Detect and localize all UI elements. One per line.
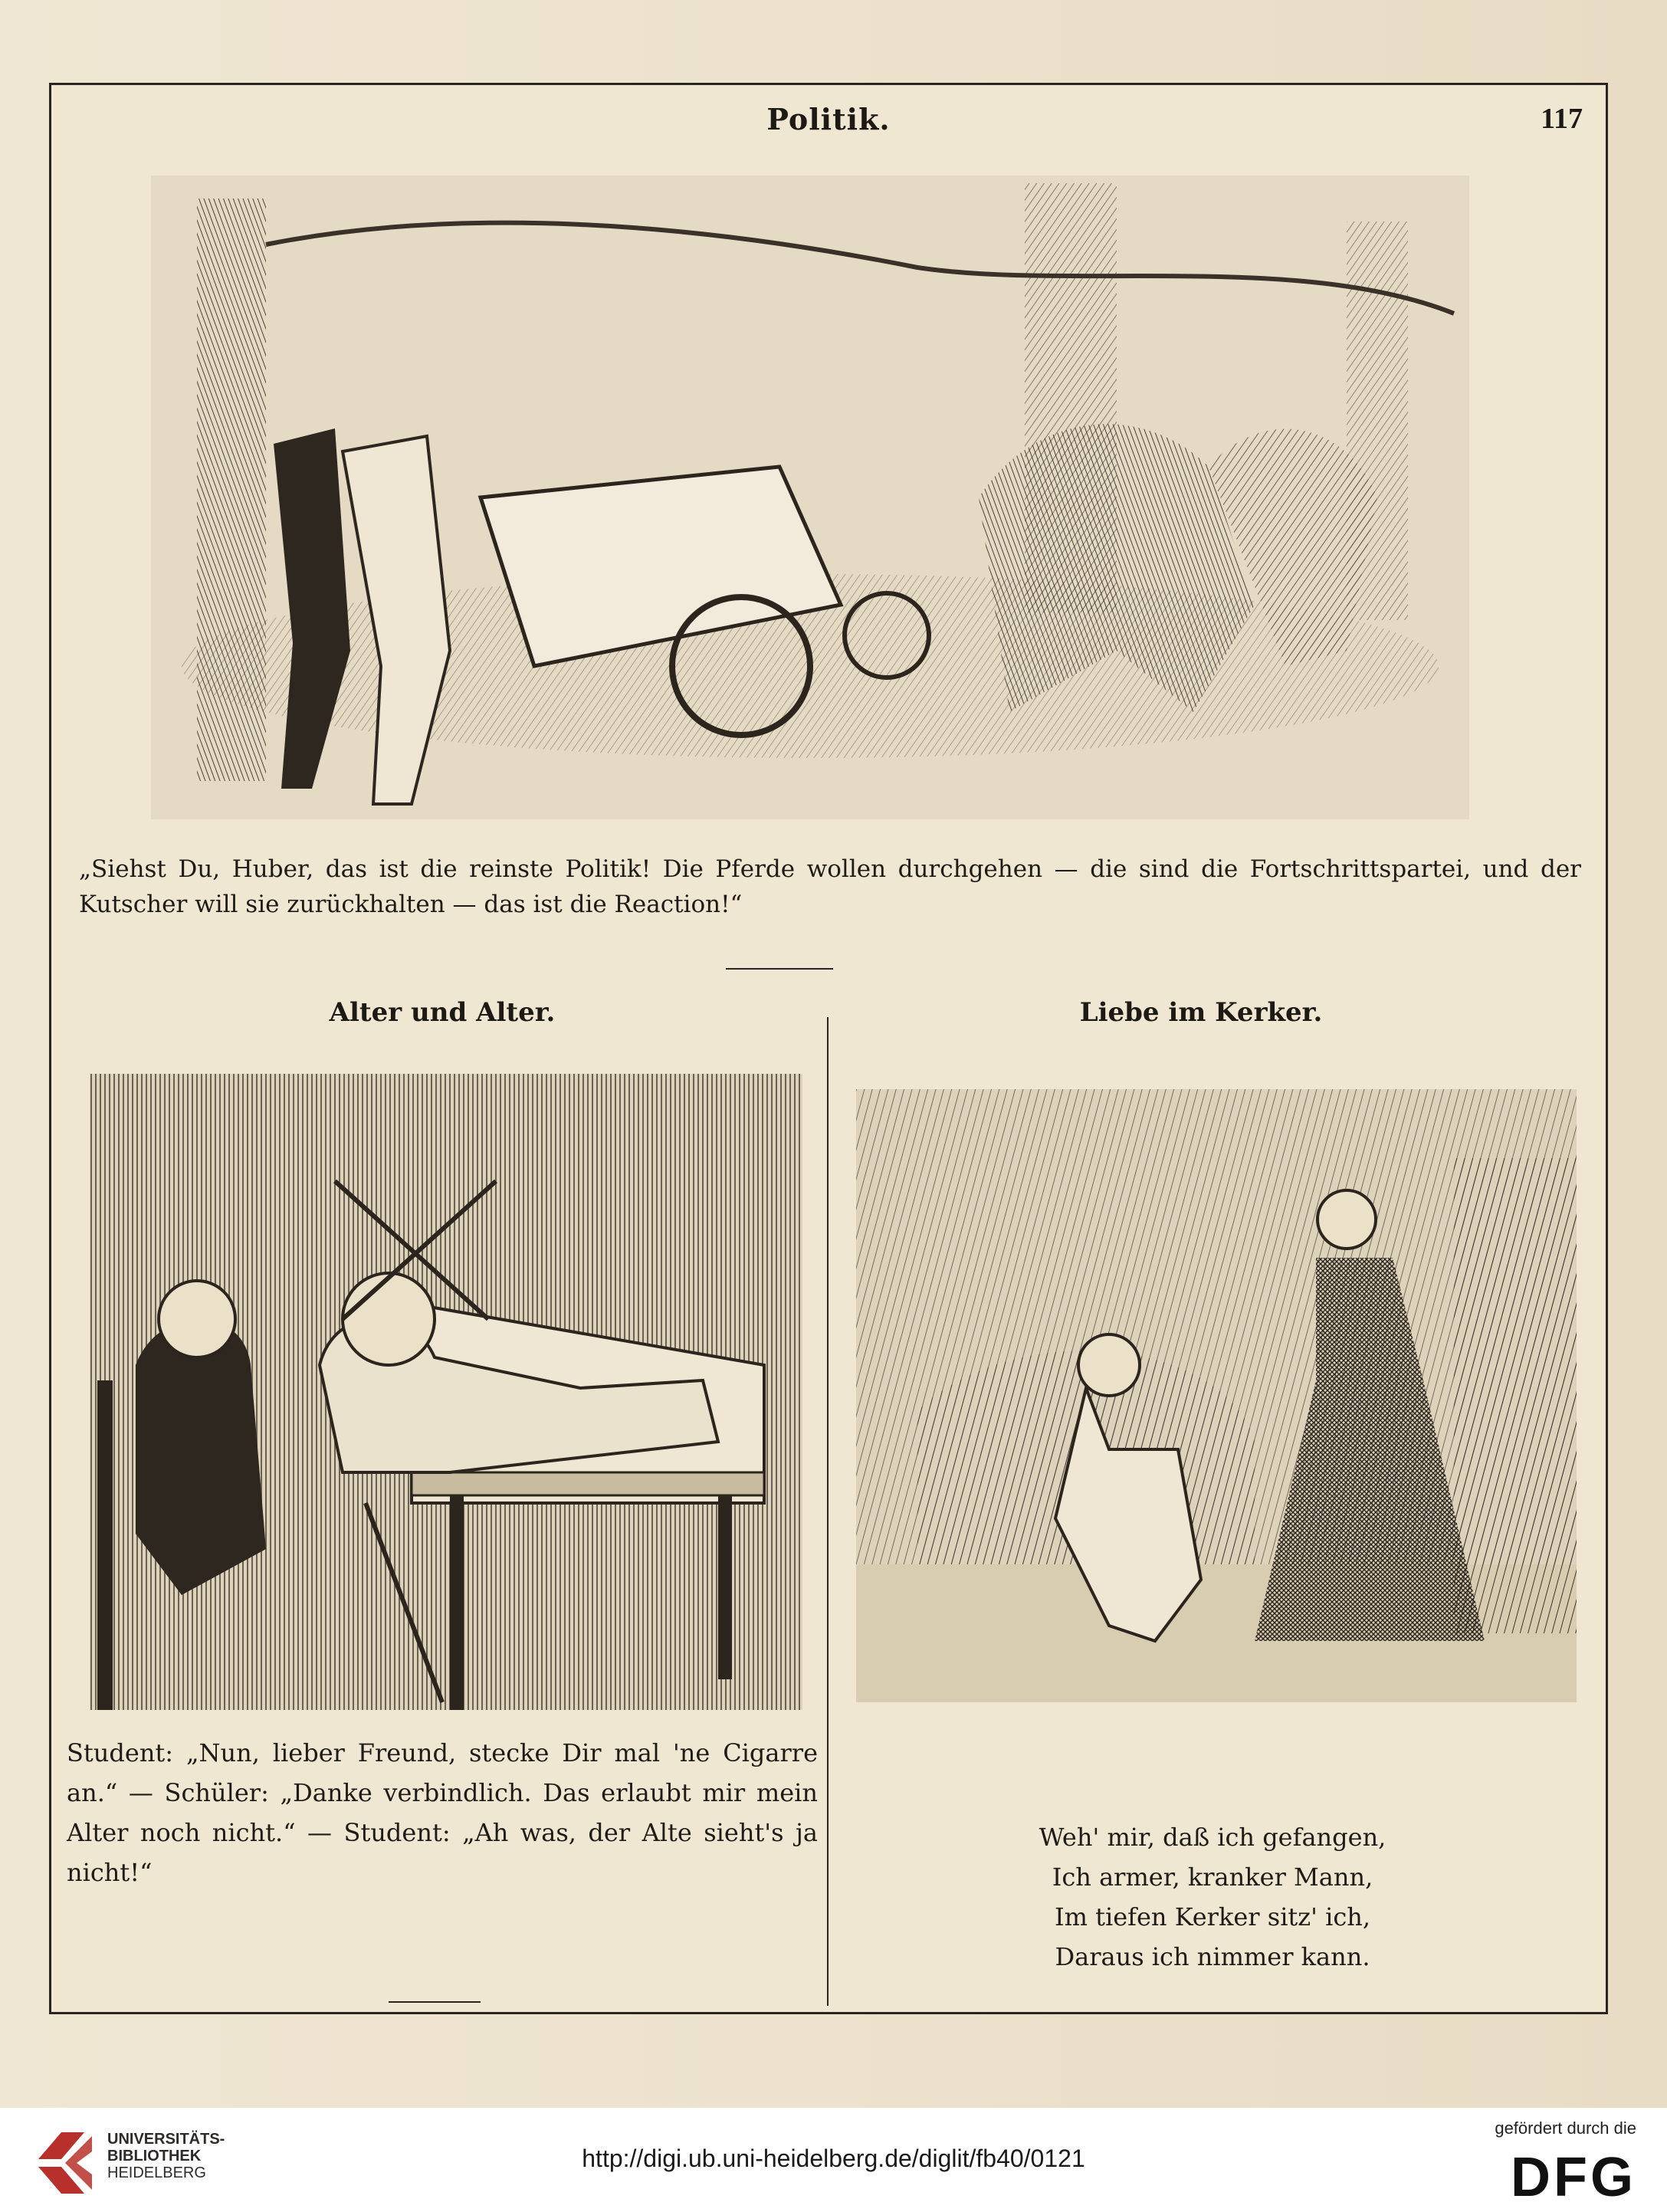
dfg-logo[interactable]: DFG xyxy=(1511,2147,1636,2208)
footer-bar xyxy=(0,2108,1667,2212)
sponsor-label: gefördert durch die xyxy=(1495,2118,1636,2138)
left-section-title: Alter und Alter. xyxy=(329,997,556,1028)
carriage-engraving xyxy=(151,176,1469,819)
divider-rule-left xyxy=(389,2001,481,2003)
verse-line: Daraus ich nimmer kann. xyxy=(1055,1942,1370,1971)
divider-rule-top xyxy=(726,968,833,970)
verse-line: Ich armer, kranker Mann, xyxy=(1052,1862,1373,1892)
verse-line: Im tiefen Kerker sitz' ich, xyxy=(1054,1902,1371,1931)
library-name[interactable] xyxy=(107,2131,225,2181)
illustration-prison xyxy=(856,1089,1577,1702)
library-name-line: UNIVERSITÄTS- xyxy=(107,2131,225,2148)
library-logo-icon xyxy=(31,2125,100,2197)
verse-line: Weh' mir, daß ich gefangen, xyxy=(1039,1823,1386,1852)
illustration-carriage xyxy=(151,176,1469,819)
student-engraving xyxy=(90,1074,802,1710)
right-section-title: Liebe im Kerker. xyxy=(1079,997,1323,1028)
prison-engraving xyxy=(856,1089,1577,1702)
column-divider xyxy=(827,1017,829,2006)
page-title: Politik. xyxy=(766,102,891,136)
magazine-page xyxy=(49,83,1608,2014)
left-caption: Student: „Nun, lieber Freund, stecke Dir mal 'ne Cigarre an.“ — Schüler: „Danke verbindlich. Das erlaubt mir mein Alter noch nicht.“ — Student: „Ah was, der Alte sieht's ja nicht!“ xyxy=(67,1738,818,1887)
library-name-line: HEIDELBERG xyxy=(107,2164,206,2181)
top-caption: „Siehst Du, Huber, das ist die reinste Politik! Die Pferde wollen durchgehen — die sind die Fortschrittspartei, und der Kutscher will sie zurückhalten — das ist die Reaction!“ xyxy=(79,855,1581,918)
verse xyxy=(856,1817,1569,1977)
page-number: 117 xyxy=(1541,103,1583,135)
illustration-student xyxy=(90,1074,802,1710)
library-name-line: BIBLIOTHEK xyxy=(107,2148,202,2164)
page-header xyxy=(51,102,1606,148)
source-url-link[interactable]: http://digi.ub.uni-heidelberg.de/diglit/fb40/0121 xyxy=(582,2145,1085,2172)
